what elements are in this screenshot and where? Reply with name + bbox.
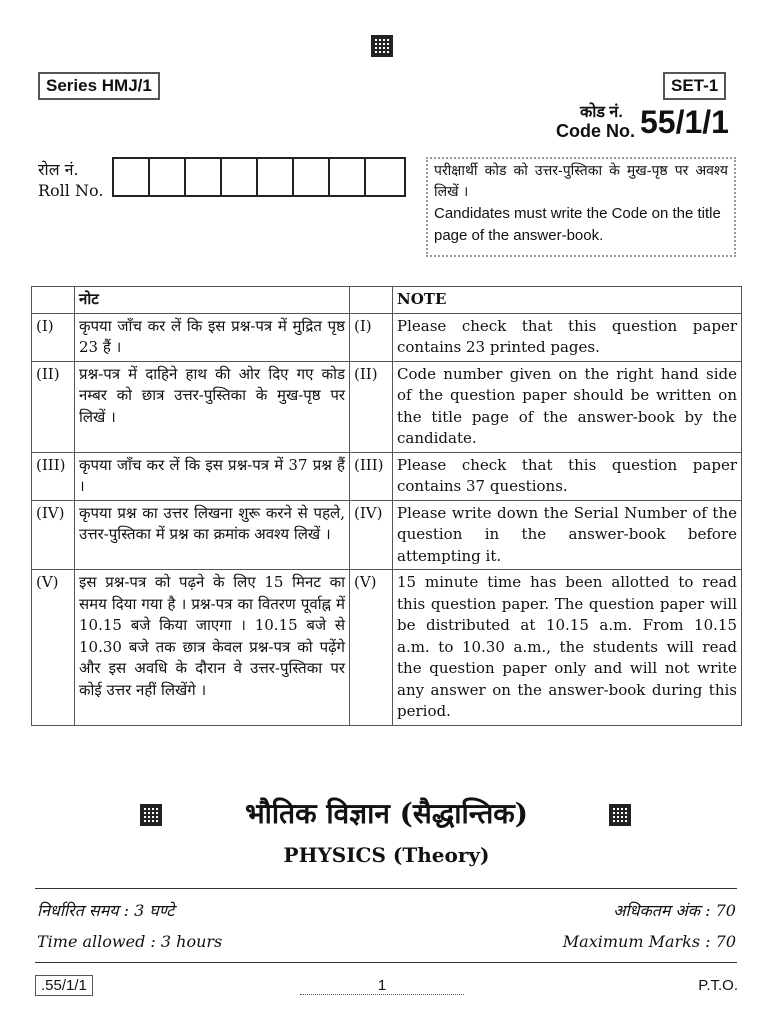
note-number: (III) [350,452,393,500]
subject-title-en: PHYSICS (Theory) [283,843,490,867]
note-number: (IV) [32,500,75,570]
set-label: SET-1 [663,72,726,100]
table-row [32,500,742,570]
roll-label-en: Roll No. [38,181,104,200]
subject-title-hi: भौतिक विज्ञान (सैद्धान्तिक) [244,797,529,830]
note-number: (V) [32,570,75,726]
max-marks-en: Maximum Marks : 70 [562,932,736,951]
note-number: (I) [32,313,75,361]
table-row [32,570,742,726]
notes-header-en: NOTE [393,287,742,314]
time-allowed-en: Time allowed : 3 hours [37,932,223,951]
candidate-note-hi: परीक्षार्थी कोड को उत्तर-पुस्तिका के मुख-पृष्ठ पर अवश्य लिखें । [434,163,728,200]
series-label: Series HMJ/1 [38,72,160,100]
divider [35,962,737,963]
table-row [32,361,742,452]
note-text-en: Please write down the Serial Number of the question in the answer-book before attempting it. [393,500,742,570]
divider [35,888,737,889]
note-number: (III) [32,452,75,500]
note-text-en: Code number given on the right hand side of the question paper should be written on the title page of the answer-book by the candidate. [393,361,742,452]
candidate-note-en: Candidates must write the Code on the title page of the answer-book. [434,205,721,244]
page-number: 1 [300,977,464,995]
note-text-en: Please check that this question paper contains 37 questions. [393,452,742,500]
code-value: 55/1/1 [640,104,729,140]
roll-number-boxes[interactable] [112,157,406,197]
note-text-hi: कृपया प्रश्न का उत्तर लिखना शुरू करने से पहले, उत्तर-पुस्तिका में प्रश्न का क्रमांक अवश्य लिखें । [75,500,350,570]
note-number: (IV) [350,500,393,570]
code-label-hi: कोड नं. [580,104,623,121]
note-number: (I) [350,313,393,361]
note-number: (V) [350,570,393,726]
code-label-en: Code No. [556,121,635,141]
table-row [32,313,742,361]
roll-label-hi: रोल नं. [38,160,79,179]
note-number: (II) [350,361,393,452]
note-text-hi: इस प्रश्न-पत्र को पढ़ने के लिए 15 मिनट का समय दिया गया है । प्रश्न-पत्र का वितरण पूर्वाह्न में 10.15 बजे किया जाएगा । 10.15 बजे से 10.30 बजे तक छात्र केवल प्रश्न-पत्र को पढ़ेंगे और इस अवधि के दौरान वे उत्तर-पुस्तिका पर कोई उत्तर नहीं लिखेंगे । [75,570,350,726]
time-allowed-hi: निर्धारित समय : 3 घण्टे [37,901,175,920]
max-marks-hi: अधिकतम अंक : 70 [613,901,736,920]
notes-table [31,286,742,726]
notes-header-hi: नोट [75,287,350,314]
note-text-hi: कृपया जाँच कर लें कि इस प्रश्न-पत्र में मुद्रित पृष्ठ 23 हैं । [75,313,350,361]
notes-header-row [32,287,742,314]
note-text-hi: प्रश्न-पत्र में दाहिने हाथ की ओर दिए गए कोड नम्बर को छात्र उत्तर-पुस्तिका के मुख-पृष्ठ पर लिखें । [75,361,350,452]
note-number: (II) [32,361,75,452]
note-text-en: Please check that this question paper contains 23 printed pages. [393,313,742,361]
qr-code-right [609,804,631,826]
qr-code-top [371,35,393,57]
pto-label: P.T.O. [698,977,738,994]
table-row [32,452,742,500]
note-text-en: 15 minute time has been allotted to read this question paper. The question paper will be distributed at 10.15 a.m. From 10.15 a.m. to 10.30 a.m., the students will read the question paper only and will not write any answer on the answer-book during this period. [393,570,742,726]
candidate-note-box [426,157,736,257]
footer-code: .55/1/1 [35,975,93,996]
note-text-hi: कृपया जाँच कर लें कि इस प्रश्न-पत्र में 37 प्रश्न हैं । [75,452,350,500]
